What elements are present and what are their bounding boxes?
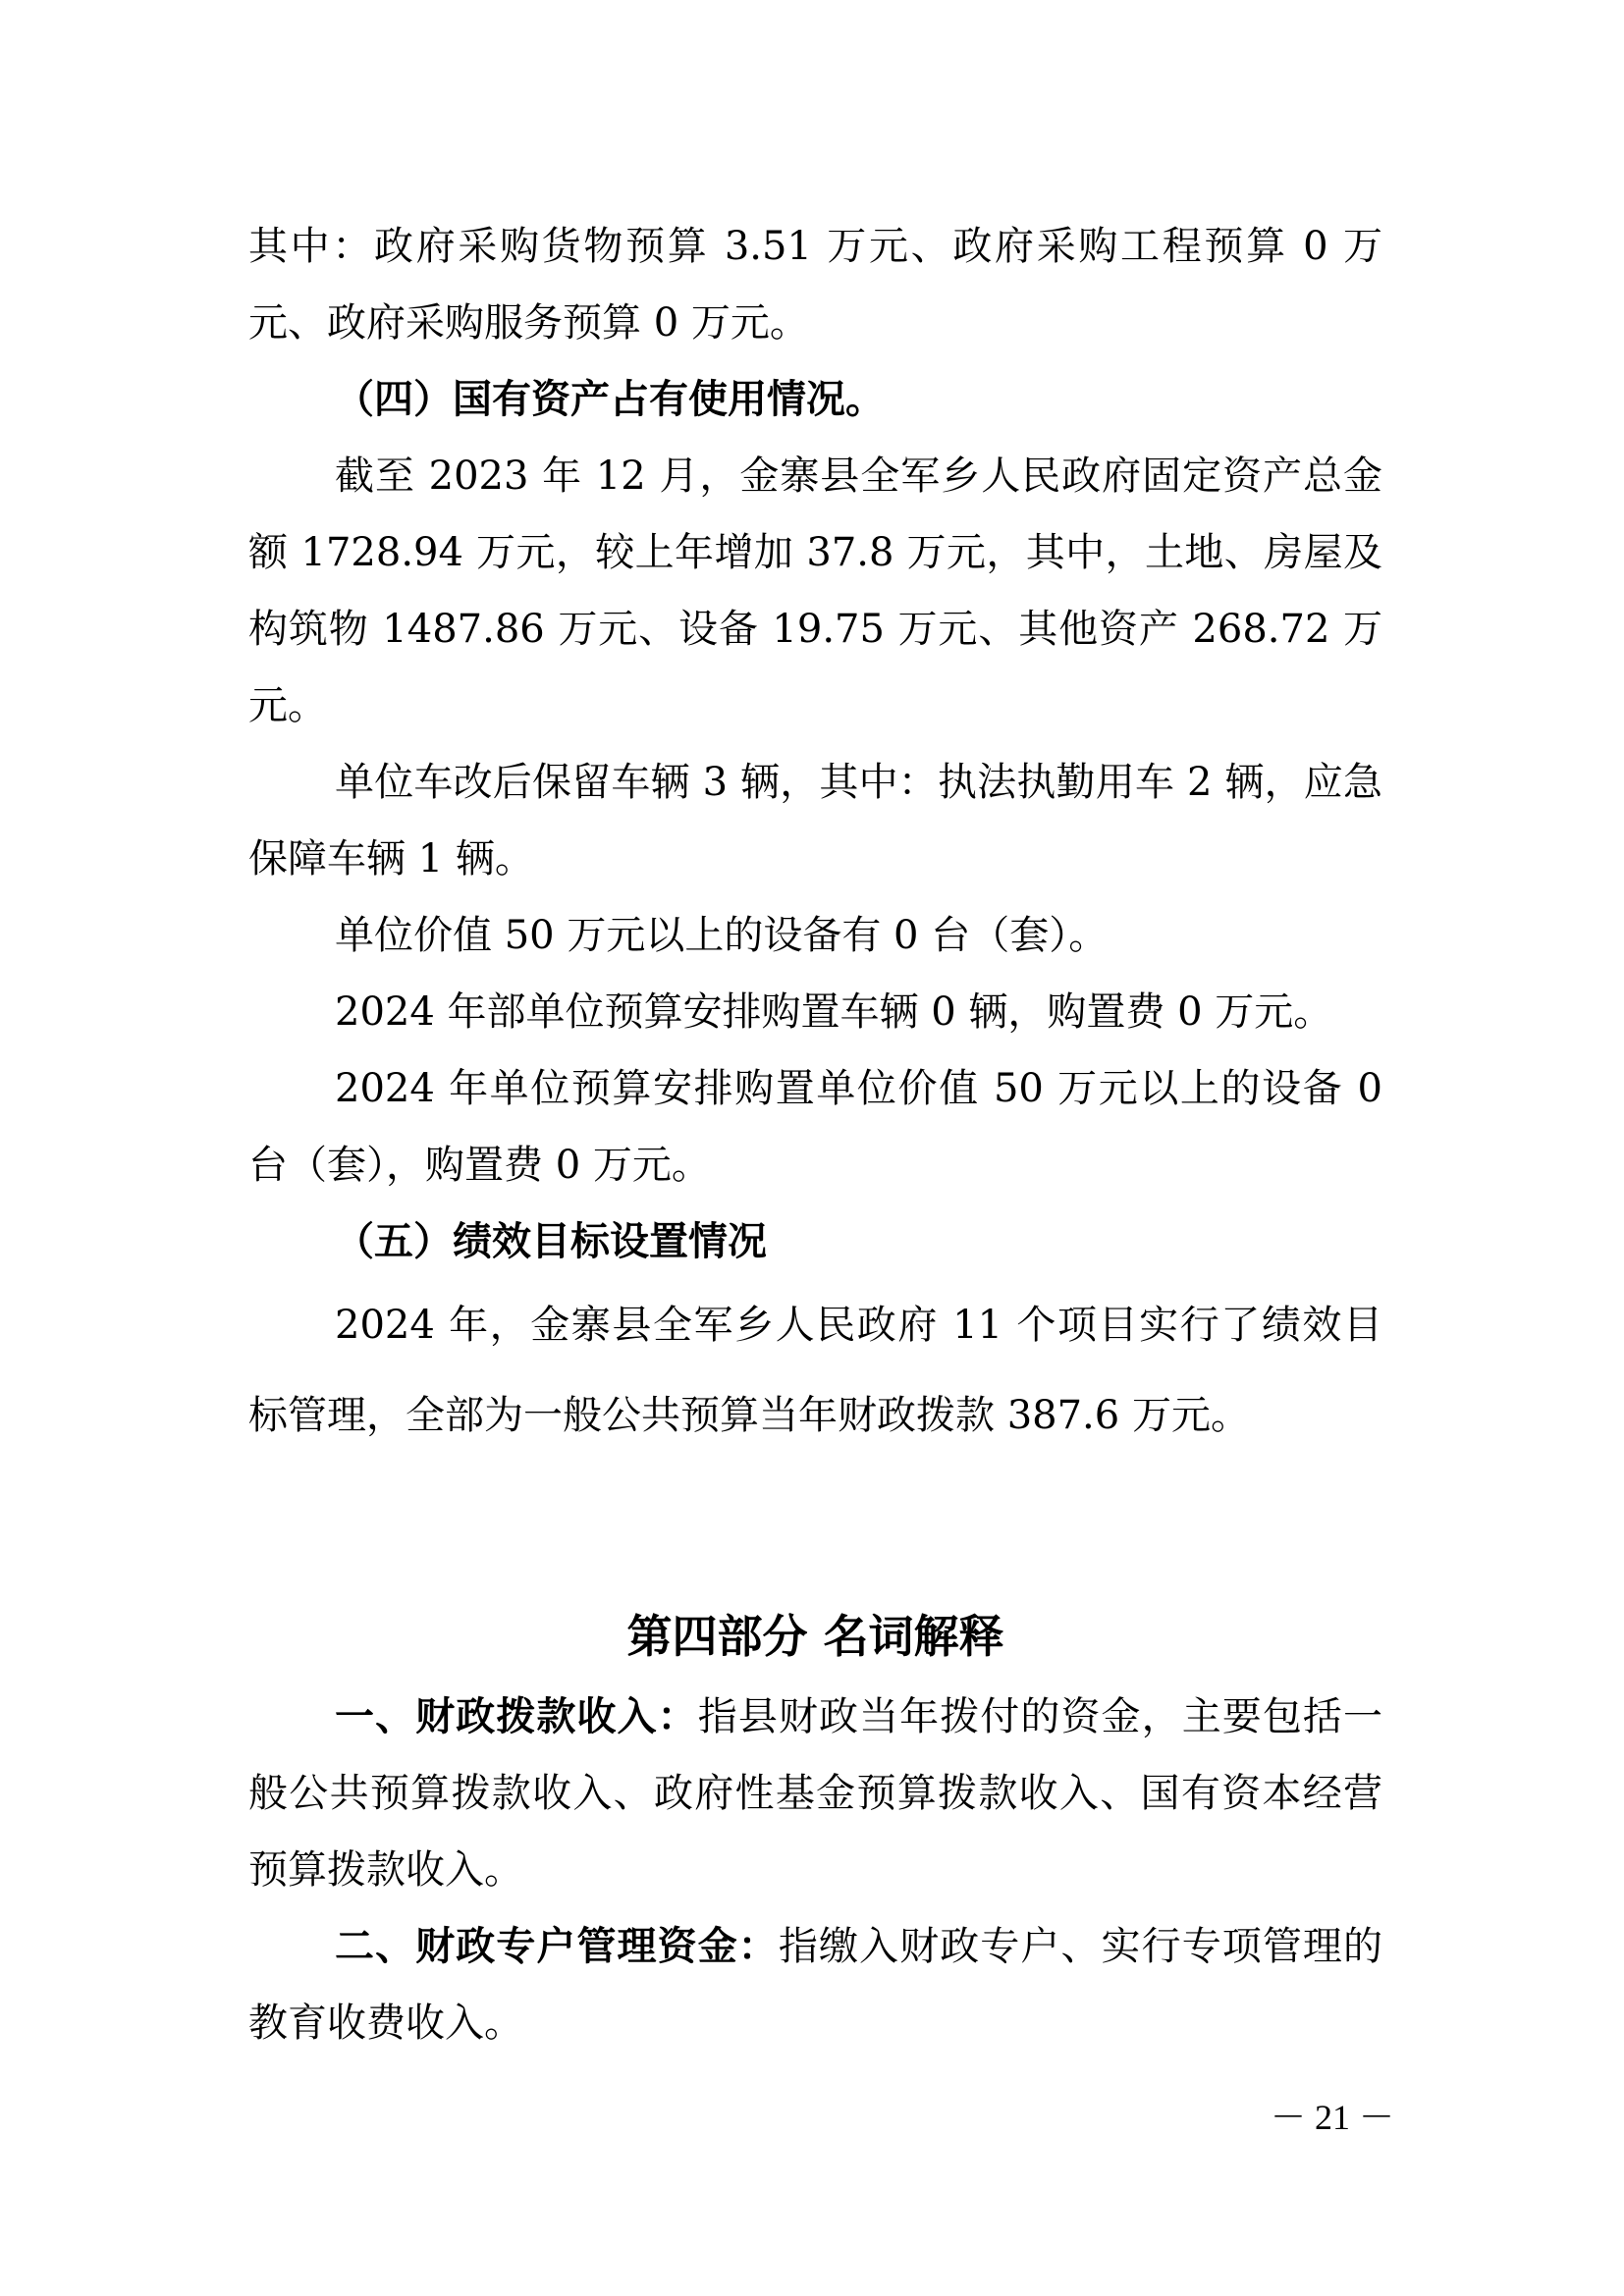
assets-paragraph-vehicle-purchase: 2024 年部单位预算安排购置车辆 0 辆，购置费 0 万元。 [335, 989, 1333, 1035]
assets-paragraph-equipment-purchase: 2024 年单位预算安排购置单位价值 50 万元以上的设备 0 台（套），购置费 0 万元。 [248, 1066, 1382, 1188]
glossary-item-fiscal-appropriation [248, 1679, 1382, 1908]
procurement-paragraph: 其中：政府采购货物预算 3.51 万元、政府采购工程预算 0 万元、政府采购服务预算 0 万元。 [248, 224, 1382, 346]
assets-paragraph-total: 截至 2023 年 12 月，金寨县全军乡人民政府固定资产总金额 1728.94 万元，较上年增加 37.8 万元，其中，土地、房屋及构筑物 1487.86 万元、设备 19.75 万元、其他资产 268.72 万元。 [248, 454, 1382, 728]
glossary-definition: 指缴入财政专户、实行专项管理的教育收费收入。 [248, 1924, 1383, 2046]
part-four-title: 第四部分 名词解释 [626, 1610, 1004, 1663]
section-top [248, 208, 1382, 1461]
heading-performance-goals: （五）绩效目标设置情况 [335, 1219, 767, 1264]
glossary-term: 二、财政专户管理资金： [335, 1924, 779, 1969]
performance-paragraph: 2024 年，金寨县全军乡人民政府 11 个项目实行了绩效目标管理，全部为一般公共预算当年财政拨款 387.6 万元。 [248, 1303, 1382, 1438]
glossary-section [248, 1679, 1382, 2061]
glossary-definition: 指县财政当年拨付的资金，主要包括一般公共预算拨款收入、政府性基金预算拨款收入、国有资本经营预算拨款收入。 [248, 1694, 1383, 1893]
glossary-item-special-account [248, 1908, 1382, 2061]
heading-state-assets: （四）国有资产占有使用情况。 [335, 377, 885, 422]
page-number: － 21 － [1270, 2098, 1394, 2137]
assets-paragraph-equipment: 单位价值 50 万元以上的设备有 0 台（套）。 [335, 913, 1109, 958]
assets-paragraph-vehicles: 单位车改后保留车辆 3 辆，其中：执法执勤用车 2 辆，应急保障车辆 1 辆。 [248, 760, 1382, 881]
glossary-term: 一、财政拨款收入： [335, 1694, 698, 1739]
